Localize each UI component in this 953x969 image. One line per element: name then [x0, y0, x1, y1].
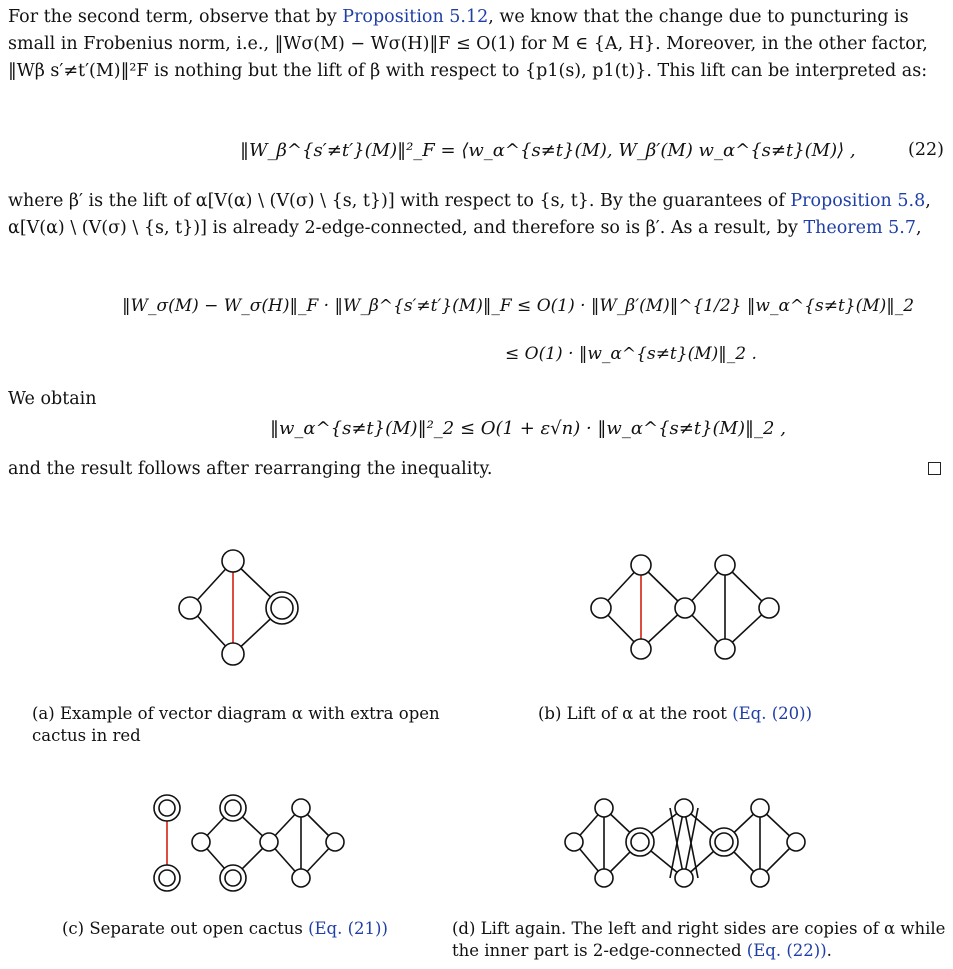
figure-a-diagram: [160, 540, 310, 675]
caption-c: (c) Separate out open cactus (Eq. (21)): [62, 919, 388, 938]
equation-obtain: ‖w_α^{s≠t}(M)‖²_2 ≤ O(1 + ε√n) · ‖w_α^{s≠t}(M)‖_2 ,: [270, 418, 786, 439]
equation-number-22: (22): [908, 140, 944, 160]
link-proposition-5-8[interactable]: Proposition 5.8: [790, 191, 926, 211]
paragraph-1: For the second term, observe that by Proposition 5.12, we know that the change due to puncturing is small in Frobenius norm, i.e., ‖Wσ(M) − Wσ(H)‖F ≤ O(1) for M ∈ {A, H}. Moreover, in the other factor, ‖Wβ s′≠t′(M)‖²F is nothing but the lift of β with respect to {p1(s), p1(t)}. This lift can be interpreted as:: [8, 7, 928, 81]
caption-b: (b) Lift of α at the root (Eq. (20)): [538, 704, 813, 723]
paragraph-2: where β′ is the lift of α[V(α) \ (V(σ) \ {s, t})] with respect to {s, t}. By the guarantees of Proposition 5.8, α[V(α) \ (V(σ) \ {s, t})] is already 2-edge-connected, and therefore so is β′. As a result, by Theorem 5.7,: [8, 191, 931, 238]
inequality-line-2: ≤ O(1) · ‖w_α^{s≠t}(M)‖_2 .: [505, 344, 757, 364]
caption-a: (a) Example of vector diagram α with extra open cactus in red: [32, 704, 440, 745]
link-theorem-5-7[interactable]: Theorem 5.7: [803, 218, 916, 238]
figure-b-diagram: [585, 545, 815, 665]
caption-d: (d) Lift again. The left and right sides are copies of α while the inner part is 2-edge-connected (Eq. (22)).: [452, 919, 946, 960]
link-eq-22[interactable]: (Eq. (22)): [746, 941, 827, 960]
equation-22: ‖W_β^{s′≠t′}(M)‖²_F = ⟨w_α^{s≠t}(M), W_β′(M) w_α^{s≠t}(M)⟩ ,: [240, 140, 856, 161]
figure-d-diagram: [560, 790, 820, 900]
qed-box: [928, 462, 941, 475]
link-eq-20[interactable]: (Eq. (20)): [732, 704, 813, 723]
we-obtain-text: We obtain: [8, 389, 97, 409]
link-eq-21[interactable]: (Eq. (21)): [308, 919, 388, 938]
link-proposition-5-12[interactable]: Proposition 5.12: [342, 7, 489, 27]
figure-c-diagram: [145, 790, 365, 900]
inequality-line-1: ‖W_σ(M) − W_σ(H)‖_F · ‖W_β^{s′≠t′}(M)‖_F ≤ O(1) · ‖W_β′(M)‖^{1/2} ‖w_α^{s≠t}(M)‖_2: [122, 296, 915, 316]
paragraph-3: and the result follows after rearranging the inequality.: [8, 459, 493, 479]
